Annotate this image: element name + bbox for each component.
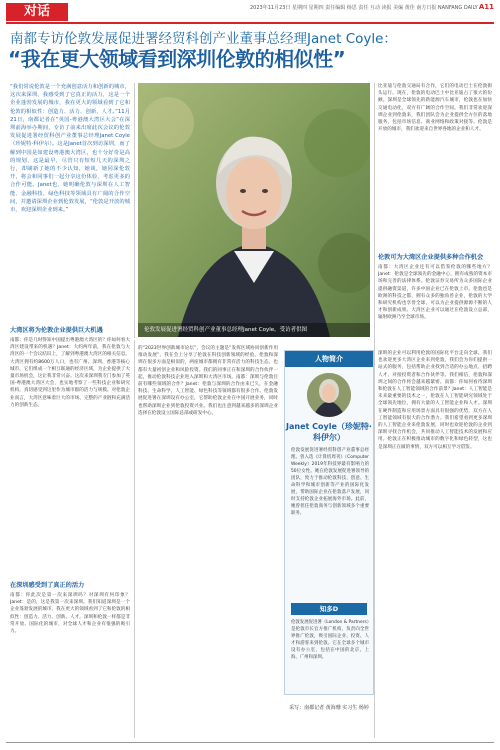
col1-text: 南都：你是几时得知中国提出粤港澳大湾区的？你如何看大湾区建设带来的机遇？Janet：大约两年前，我在伦敦与大湾区的一个会议结识上，了解到粤港澳大湾区的相关信息。大湾区拥有约8600万人口，也有广州、深圳、香港等核心城市，它们组成一个相互联通的经济区域，为企业提供了大量市场机会，这让我非常兴奋。这次来深圳我专门参加了英国-粤港澳大湾区大会，也实地考察了一些科技企业和研究机构，真切感受到这里作为城市群的活力与规模。对伦敦企业而言，大湾区意味着巨大的市场、完整的产业链和充满活力的创新生态。	[10, 338, 130, 408]
photo-caption: 伦敦发展促进署经贸科创产业董事总经理Janet Coyle。受访者供图	[138, 323, 370, 337]
dateline: 2023年11月23日 星期四 星期四 责任编辑 杨思 责任 互动 读报 美编 黄佳 南方日报 NANFANG DAILY	[250, 5, 478, 11]
col3b-text: 南都：大湾区企业还有可以借鉴伦敦的哪些地方？Janet：伦敦是全球领先的金融中心，拥有成熟的资本市场和完善的法律体系。伦敦证券交易所为众多国际企业提供融资渠道，许多中国企业已在伦敦上市。伦敦也是欧洲的科技之都，拥有众多的独角兽企业，伦敦的大学和研究机构也享誉全球，可以为企业提供源源不断的人才和创新成果。大湾区企业可以通过在伦敦设立总部，辐射欧洲乃至全球市场。	[378, 265, 492, 321]
article-intro: “我们常说伦敦是一个充满创意活力和创新的城市，这次来深圳，我感受到了它真正的活力，这是一个企业蓬勃发展的城市，我在更大的领域看到了它和伦敦的相似性：创造力、活力、创新、人才。”11月21日，南都记者在“英国-粤港澳大湾区大会”在深圳前海举办期间，专访了前来出席此次会议的伦敦发展促进署经贸科创产业董事总经理Janet Coyle（珍妮特·科伊尔）。这是Janet首次到访深圳，而了解到中国是如建设粤港澳大湾区，也十分好奇是高的规划，这是最早，尽管只有短短几天的深圳之行，却刷新了她的不少认知，她谈，她同深伦敦开，将会和同事们一起分享这份体验，考虑更多的合作可能。Janet也，她明确伦敦与深圳在人工智能、金融科技、绿色科技等领域具有广阔的合作空间，并邀请深圳企业到伦敦发展，“伦敦是开放的城市，欢迎深圳企业到来。”	[10, 84, 130, 214]
column-divider	[134, 83, 135, 338]
page-number: A11	[478, 3, 494, 11]
bottom-rule	[6, 742, 494, 743]
column-divider	[374, 83, 375, 738]
col2-text: 的“2023世界创新城市论坛”，会议的主题是“发挥区域协同创新作用推动发展”，我在会上分享了伦敦在科技创新领域的经验。伦敦和深圳在很多方面是相似的，两座城市都拥有非常有活力的科技生态，也都有大量初创企业和风险投资。我们的同事正在和深圳的合作伙伴一起，推动伦敦科技企业进入深圳和大湾区市场。南都：深圳与伦敦目前有哪些领域的合作？Janet：伦敦与深圳的合作由来已久，在金融科技、生命科学、人工智能、绿色科技等领域都有很多合作。伦敦发展促进署在深圳设有办公室，它帮助伦敦企业在中国开展业务，同时也帮助深圳企业到伦敦投资兴业。我们也注意到越来越多的深圳企业选择在伦敦设立国际总部或研发中心。	[138, 346, 278, 416]
profile-heading: 人物简介	[285, 351, 373, 367]
portrait-illustration	[307, 373, 351, 417]
column-divider	[134, 340, 135, 738]
profile-box	[284, 350, 374, 695]
profile-portrait	[307, 373, 351, 417]
article-kicker: 南都专访伦敦发展促进署经贸科创产业董事总经理Janet Coyle：	[10, 31, 397, 47]
section-tag: 对话	[6, 3, 68, 21]
masthead	[0, 0, 500, 22]
col1b-text: 南都：你此次是第一次来深圳吗？对深圳有何印象？Janet：是的，这是我第一次来深圳。我们知道深圳是一个企业蓬勃发展的城市，我在更大的领域看到了它和伦敦的相似性：创造力、活力、创新、人才。深圳和伦敦一样都是非常开放、国际化的城市，对全球人才和企业有很强的吸引力。	[10, 593, 130, 635]
sidebar-text: 伦敦发展促进署（London & Partners）是伦敦市长官方推广机构，负责向全世界推广伦敦，吸引国际企业、投资、人才和游客来到伦敦。它在全球多个城市设有办公室，包括在中国的北京、上海、广州和深圳。	[291, 620, 369, 660]
section-heading-2: 在深圳感受到了真正的活力	[10, 582, 85, 589]
profile-name: Janet Coyle（珍妮特·科伊尔）	[286, 422, 372, 442]
article-headline: “我在更大领域看到深圳伦敦的相似性”	[8, 47, 346, 71]
photo-illustration	[138, 83, 370, 337]
section-heading-1: 大湾区将为伦敦企业提供巨大机遇	[10, 327, 103, 334]
masthead-rule	[6, 22, 494, 24]
profile-text: 伦敦发展促进署经贸科创产业董事总经理。曾入选《计算机周刊》（Computer Weekly）2019年科技界最有影响力的50位女性。她在伦敦发展促进署领导的团队，致力于推动伦敦科技、创意、生命科学和城市创新等产业的国际化发展，帮助国际企业在伦敦落户发展，同时支持伦敦企业拓展海外市场。此前，她曾担任伦敦商务与创新领域多个重要职务。	[291, 448, 369, 516]
section-heading-3: 伦敦可为大湾区企业提供多种合作机会	[378, 254, 484, 261]
col3-text: 比亚迪与伦敦交通局有合作，它们的电动巴士在伦敦街头运行。现在，伦敦的电动巴士中比亚迪占了很大的份额。深圳是全球领先的新能源汽车城市，伦敦也在加快交通电动化，双方有广阔的合作空间。我们非常欢迎深圳企业到伦敦来，我们团队会为企业提供全方位的落地服务，包括市场信息、商业网络和政策对接等。伦敦是开放的城市，我们欢迎来自世界各地的企业和人才。	[378, 84, 492, 133]
col4-text: 深圳的企业可以利用伦敦的国际化平台走向全球。我们也欢迎更多大湾区企业来到伦敦，我们会为你们提供一站式的服务，包括帮助企业找到合适的办公地点、招聘人才、对接投资者和合作伙伴等。我们相信，伦敦和深圳之间的合作将会越来越紧密。南都：你如何看待深圳和伦敦在人工智能领域的合作前景？Janet：人工智能是未来最重要的技术之一，伦敦在人工智能研究领域处于全球领先地位，拥有大量的人工智能企业和人才。深圳在硬件制造和应用场景方面具有很强的优势，双方在人工智能领域有很大的合作潜力。我们希望看到更多深圳的人工智能企业来伦敦发展，同时也欢迎伦敦的企业到深圳寻找合作机会，共同推动人工智能技术的发展和应用。伦敦正在积极推动城市的数字化和绿色转型，这也是深圳正在做的事情，双方可以相互学习借鉴。	[378, 351, 492, 450]
portrait-photo	[138, 83, 370, 337]
byline: 采写：南都记者 黄海珊 实习生 杨婷	[289, 705, 369, 711]
sidebar-heading: 知多D	[291, 603, 367, 615]
